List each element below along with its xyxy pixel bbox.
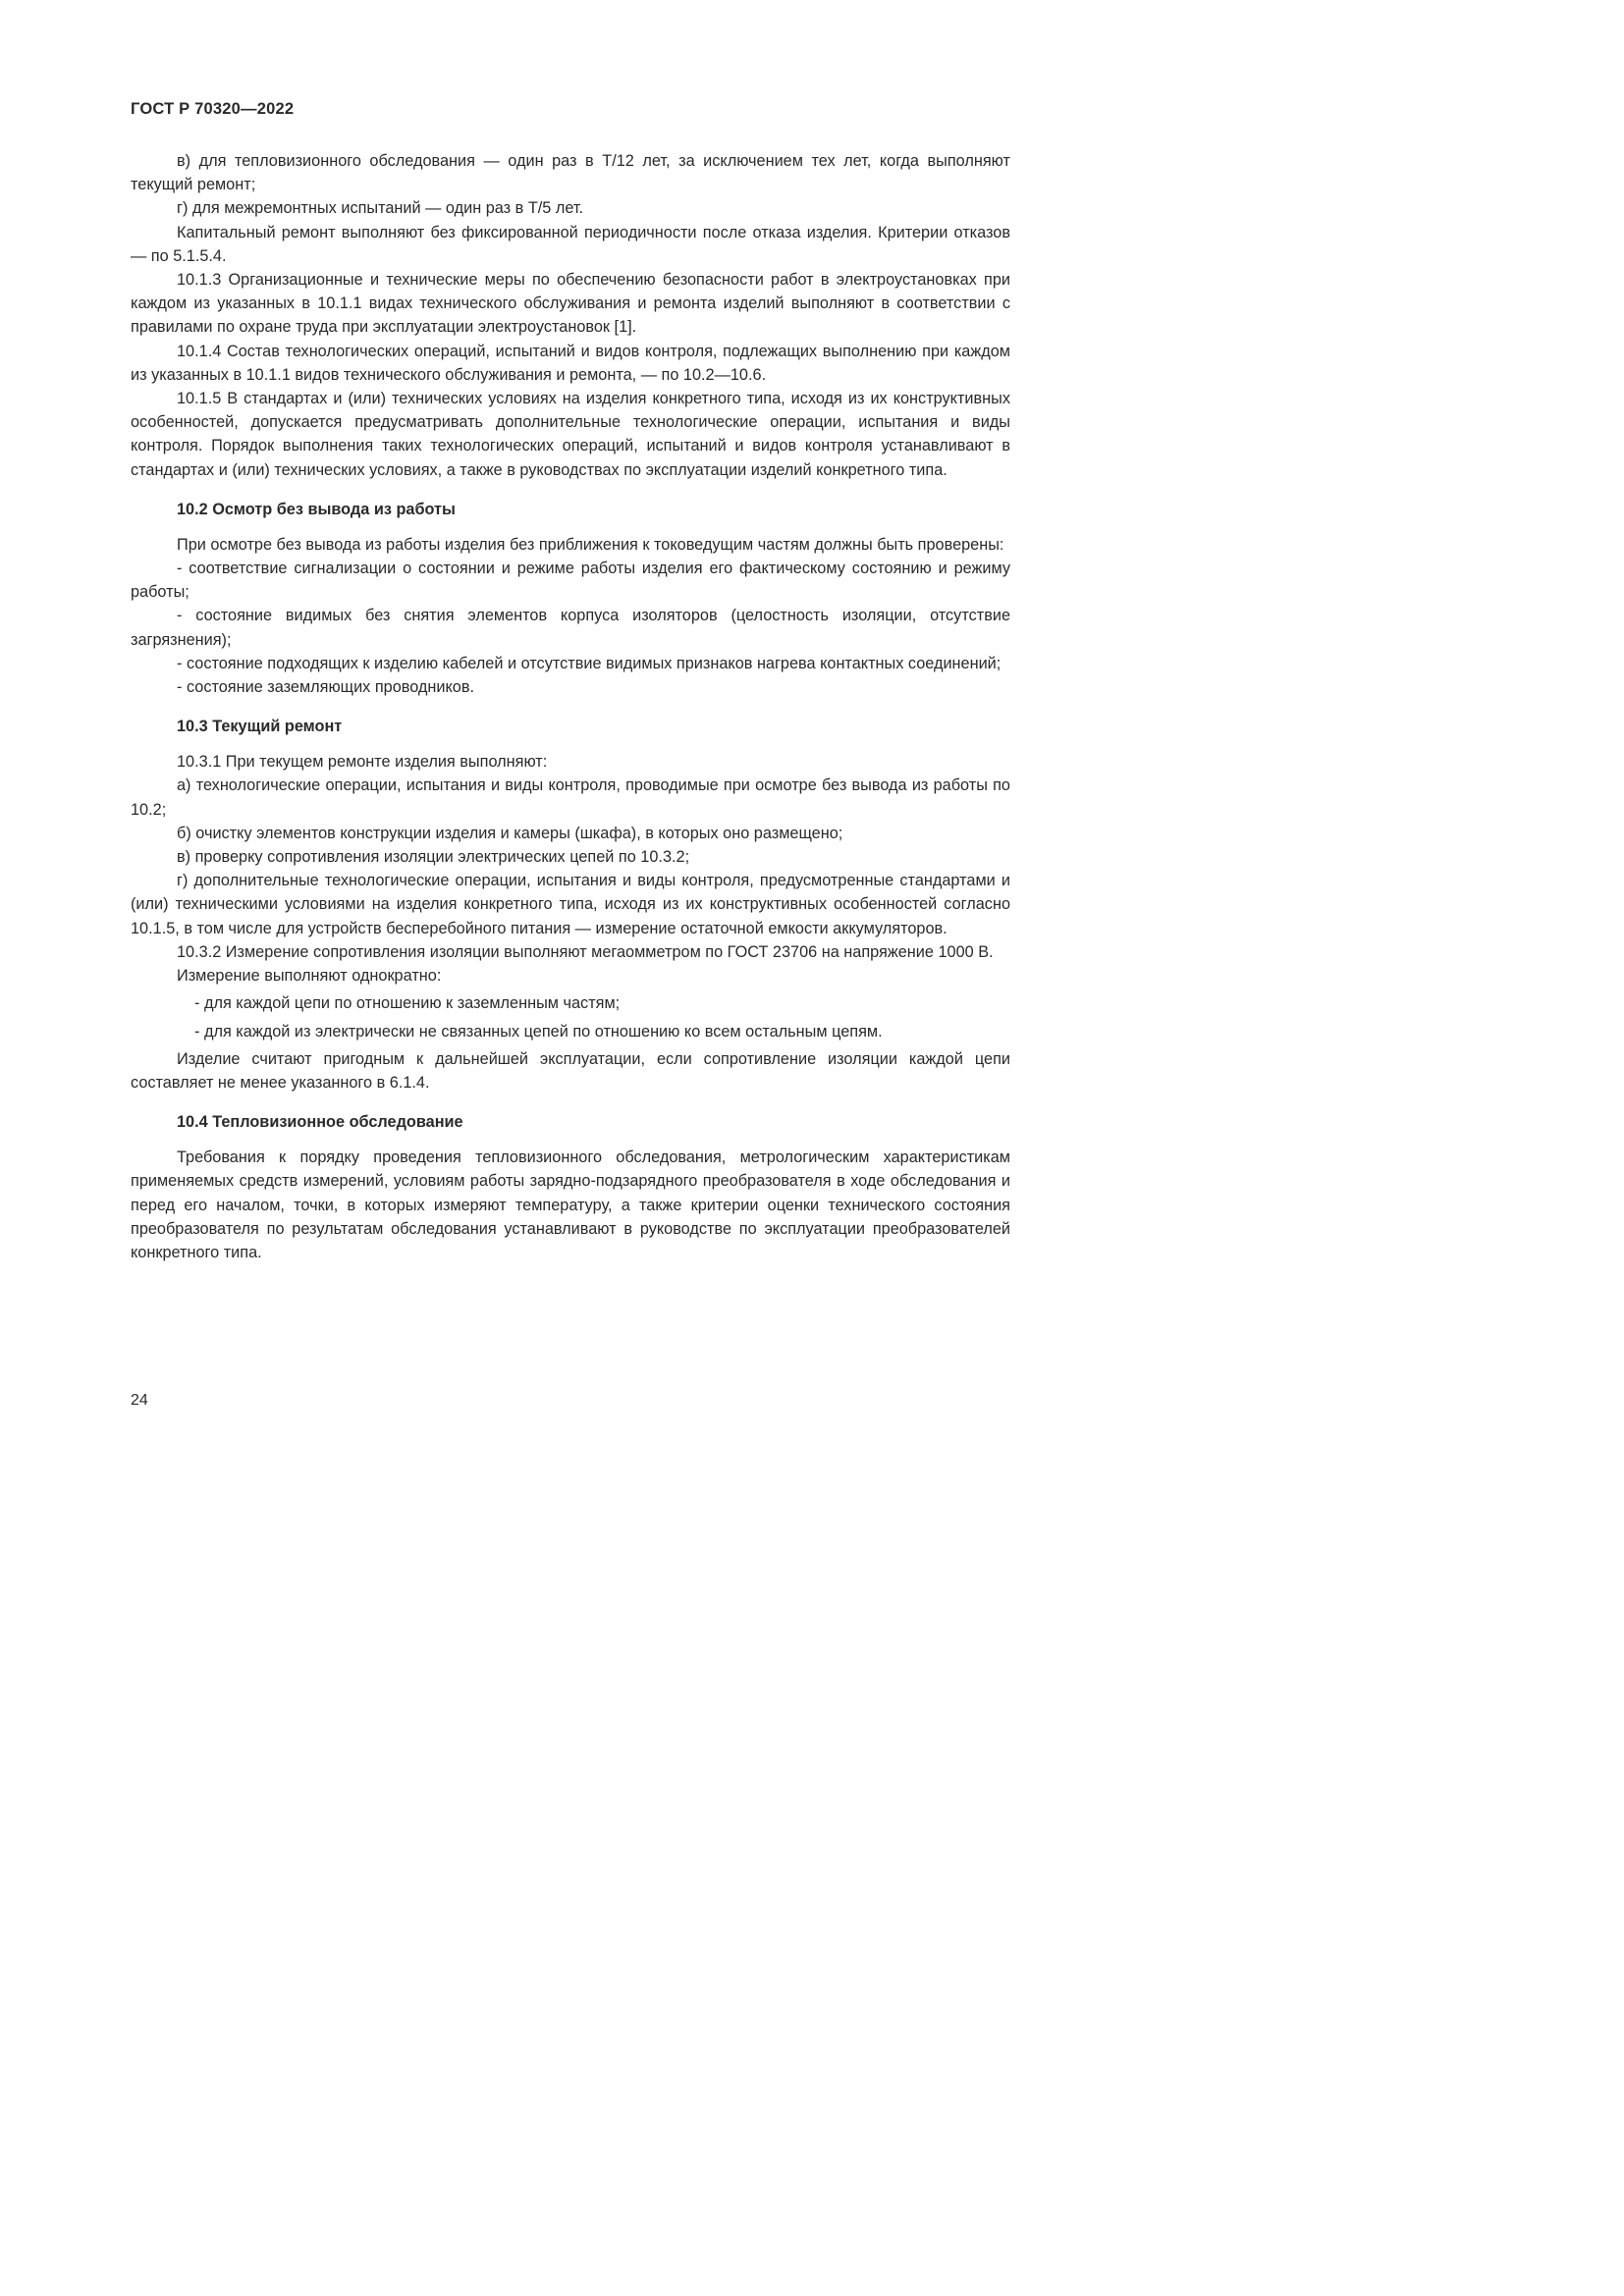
paragraph: Требования к порядку проведения тепловизионного обследования, метрологическим характеристикам применяемых средств измерений, условиям работы зарядно-подзарядного преобразователя в ходе обследования и перед его началом, точки, в которых измеряют температуру, а также критерии оценки технического состояния преобразователя по результатам обследования устанавливают в руководстве по эксплуатации преобразователей конкретного типа. xyxy=(131,1148,1010,1261)
section-heading-10-3: 10.3 Текущий ремонт xyxy=(177,718,343,736)
paragraph: в) для тепловизионного обследования — один раз в T/12 лет, за исключением тех лет, когда выполняют текущий ремонт; xyxy=(131,152,1010,194)
list-item: - состояние подходящих к изделию кабелей и отсутствие видимых признаков нагрева контактных соединений; xyxy=(177,654,1001,672)
list-item: - состояние заземляющих проводников. xyxy=(177,678,475,697)
paragraph: Капитальный ремонт выполняют без фиксированной периодичности после отказа изделия. Критерии отказов — по 5.1.5.4. xyxy=(131,223,1010,265)
list-item: в) проверку сопротивления изоляции электрических цепей по 10.3.2; xyxy=(177,848,690,867)
section-heading-10-4: 10.4 Тепловизионное обследование xyxy=(177,1113,463,1132)
page-number: 24 xyxy=(131,1392,148,1409)
paragraph: Изделие считают пригодным к дальнейшей эксплуатации, если сопротивление изоляции каждой цепи составляет не менее указанного в 6.1.4. xyxy=(131,1049,1010,1092)
document-body xyxy=(131,149,1010,1264)
list-item: г) дополнительные технологические операции, испытания и виды контроля, предусмотренные стандартами и (или) техническими условиями на изделия конкретного типа, исходя из их конструктивных особенностей согласно 10.1.5, в том числе для устройств бесперебойного питания — измерение остаточной емкости аккумуляторов. xyxy=(131,872,1010,937)
list-item: - соответствие сигнализации о состоянии и режиме работы изделия его фактическому состоянию и режиму работы; xyxy=(131,560,1010,602)
list-item: а) технологические операции, испытания и виды контроля, проводимые при осмотре без вывода из работы по 10.2; xyxy=(131,776,1010,819)
paragraph: 10.1.3 Организационные и технические меры по обеспечению безопасности работ в электроустановках при каждом из указанных в 10.1.1 видах технического обслуживания и ремонта изделий выполняют в соответствии с правилами по охране труда при эксплуатации электроустановок [1]. xyxy=(131,271,1010,337)
paragraph: 10.3.1 При текущем ремонте изделия выполняют: xyxy=(177,753,548,772)
paragraph: 10.1.4 Состав технологических операций, испытаний и видов контроля, подлежащих выполнению при каждом из указанных в 10.1.1 видов технического обслуживания и ремонта, — по 10.2—10.6. xyxy=(131,342,1010,384)
paragraph: При осмотре без вывода из работы изделия без приближения к токоведущим частям должны быть проверены: xyxy=(177,535,1004,554)
list-item: - для каждой цепи по отношению к заземленным частям; xyxy=(194,994,621,1013)
document-header: ГОСТ Р 70320—2022 xyxy=(131,100,295,118)
paragraph: Измерение выполняют однократно: xyxy=(177,967,442,986)
section-heading-10-2: 10.2 Осмотр без вывода из работы xyxy=(177,500,456,518)
document-page xyxy=(0,0,1091,1543)
paragraph: 10.1.5 В стандартах и (или) технических условиях на изделия конкретного типа, исходя из их конструктивных особенностей, допускается предусматривать дополнительные технологические операции, испытания и виды контроля. Порядок выполнения таких технологических операций, испытаний и видов контроля устанавливают в стандартах и (или) технических условиях, а также в руководствах по эксплуатации изделий конкретного типа. xyxy=(131,390,1010,479)
list-item: - для каждой из электрически не связанных цепей по отношению ко всем остальным цепям. xyxy=(194,1022,883,1041)
list-item: - состояние видимых без снятия элементов корпуса изоляторов (целостность изоляции, отсутствие загрязнения); xyxy=(131,607,1010,649)
list-item: б) очистку элементов конструкции изделия и камеры (шкафа), в которых оно размещено; xyxy=(177,824,843,842)
paragraph: 10.3.2 Измерение сопротивления изоляции выполняют мегаомметром по ГОСТ 23706 на напряжение 1000 В. xyxy=(177,942,994,961)
paragraph: г) для межремонтных испытаний — один раз в T/5 лет. xyxy=(177,199,584,218)
